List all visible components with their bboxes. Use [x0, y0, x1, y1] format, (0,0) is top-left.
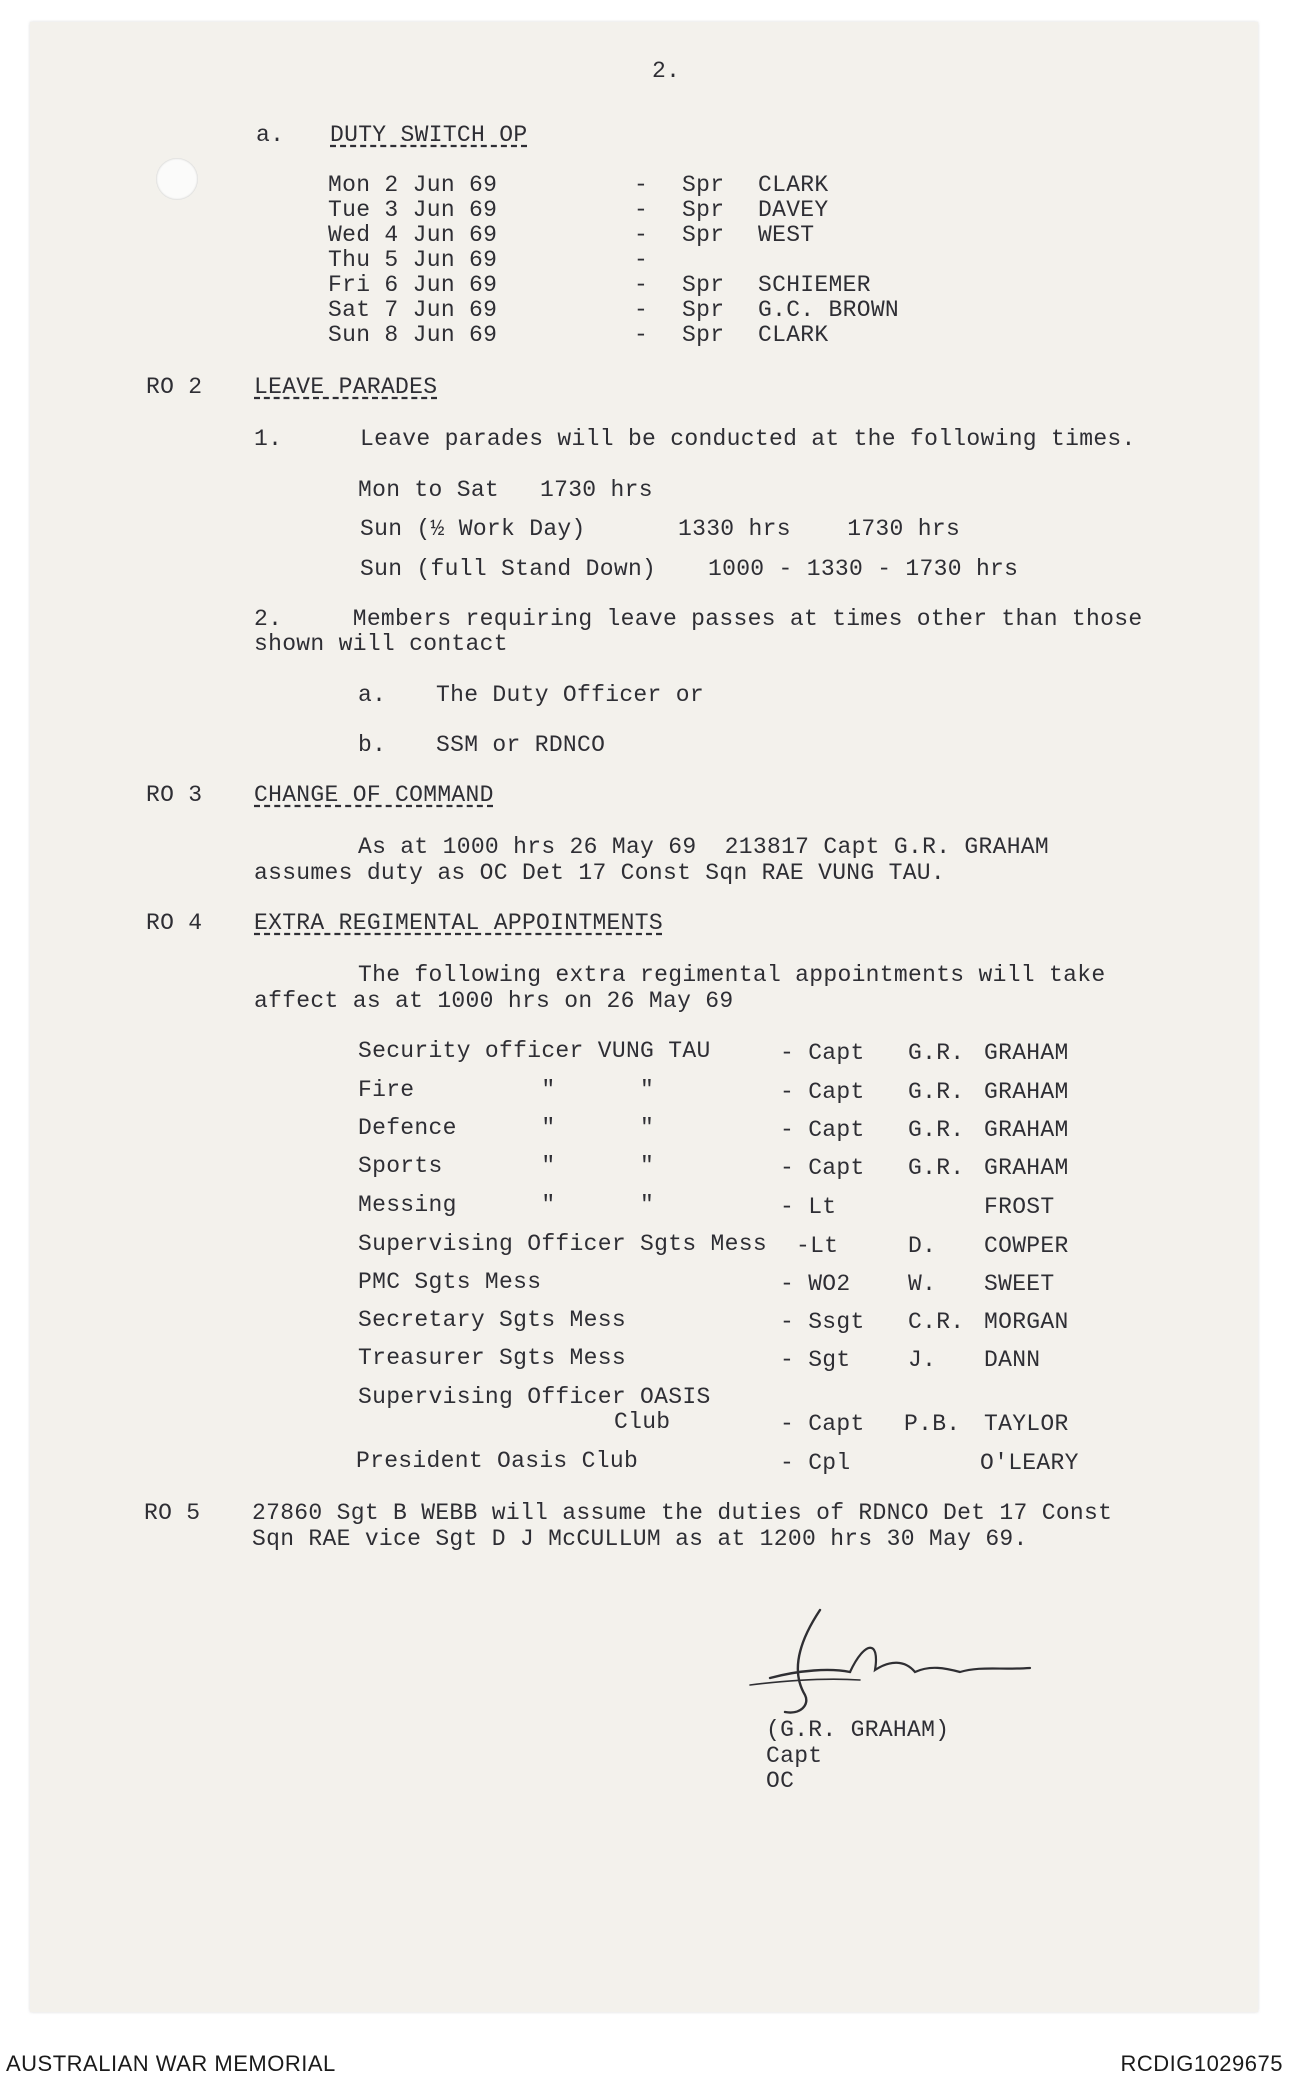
leave-time-label: Sun (full Stand Down): [360, 556, 657, 582]
signatory-name: (G.R. GRAHAM): [766, 1717, 950, 1743]
roster-name: SCHIEMER: [758, 272, 871, 298]
roster-rank: Spr: [682, 197, 725, 223]
ro2-para2-line1: 2. Members requiring leave passes at times other than those: [254, 606, 1143, 632]
roster-dash: -: [634, 172, 649, 198]
appointment-initials: J.: [908, 1347, 937, 1373]
appointment-role-continued: Club: [614, 1409, 671, 1435]
ro5-line2: Sqn RAE vice Sgt D J McCULLUM as at 1200 hrs 30 May 69.: [252, 1526, 1028, 1552]
appointment-role: Supervising Officer Sgts Mess: [358, 1231, 767, 1257]
ro2-para1-number: 1.: [254, 426, 283, 452]
roster-date: Mon 2 Jun 69: [328, 172, 498, 198]
appointment-name: GRAHAM: [984, 1155, 1069, 1181]
ro2-heading: LEAVE PARADES: [254, 374, 438, 400]
appointment-name: DANN: [984, 1347, 1041, 1373]
duty-switch-heading: DUTY SWITCH OP: [330, 122, 528, 148]
roster-name: CLARK: [758, 172, 829, 198]
appointment-rank: -Lt: [796, 1233, 839, 1259]
appointment-role: Treasurer Sgts Mess: [358, 1345, 626, 1371]
appointment-rank: - Sgt: [780, 1347, 851, 1373]
appointment-name: FROST: [984, 1194, 1055, 1220]
footer-id: RCDIG1029675: [1120, 2051, 1283, 2076]
punch-hole: [156, 158, 198, 200]
appointment-role: Defence " ": [358, 1115, 655, 1141]
roster-date: Wed 4 Jun 69: [328, 222, 498, 248]
ro4-intro-line2: affect as at 1000 hrs on 26 May 69: [254, 988, 734, 1014]
appointment-name: GRAHAM: [984, 1079, 1069, 1105]
appointment-initials: D.: [908, 1233, 937, 1259]
ro4-number: RO 4: [146, 910, 203, 936]
appointment-role: Security officer VUNG TAU: [358, 1038, 711, 1064]
roster-dash: -: [634, 322, 649, 348]
roster-name: CLARK: [758, 322, 829, 348]
roster-name: G.C. BROWN: [758, 297, 900, 323]
ro2-para1-text: Leave parades will be conducted at the following times.: [360, 426, 1136, 452]
appointment-name: COWPER: [984, 1233, 1069, 1259]
appointment-initials: C.R.: [908, 1309, 965, 1335]
appointment-role: Sports " ": [358, 1153, 655, 1179]
roster-name: WEST: [758, 222, 815, 248]
signatory-title: OC: [766, 1768, 795, 1794]
appointment-name: SWEET: [984, 1271, 1055, 1297]
ro3-heading: CHANGE OF COMMAND: [254, 782, 494, 808]
contact-text: The Duty Officer or: [436, 682, 704, 708]
ro4-intro-line1: The following extra regimental appointments will take: [358, 962, 1106, 988]
roster-date: Thu 5 Jun 69: [328, 247, 498, 273]
appointment-role: Secretary Sgts Mess: [358, 1307, 626, 1333]
ro5-line1: 27860 Sgt B WEBB will assume the duties of RDNCO Det 17 Const: [252, 1500, 1113, 1526]
contact-letter: a.: [358, 682, 387, 708]
appointment-rank: - WO2: [780, 1271, 851, 1297]
leave-time-label: Mon to Sat: [358, 477, 500, 503]
ro3-number: RO 3: [146, 782, 203, 808]
roster-rank: Spr: [682, 272, 725, 298]
appointment-initials: G.R.: [908, 1155, 965, 1181]
appointment-rank: - Capt: [780, 1117, 865, 1143]
page-number: 2.: [652, 58, 681, 84]
contact-letter: b.: [358, 732, 387, 758]
ro3-line1: As at 1000 hrs 26 May 69 213817 Capt G.R. GRAHAM: [358, 834, 1050, 860]
leave-time-values: 1330 hrs 1730 hrs: [678, 516, 961, 542]
appointment-name: O'LEARY: [980, 1450, 1079, 1476]
ro2-para2-line2: shown will contact: [254, 631, 508, 657]
appointment-rank: - Capt: [780, 1040, 865, 1066]
appointment-initials: G.R.: [908, 1079, 965, 1105]
appointment-rank: - Capt: [780, 1411, 865, 1437]
roster-rank: Spr: [682, 297, 725, 323]
roster-date: Tue 3 Jun 69: [328, 197, 498, 223]
roster-date: Sun 8 Jun 69: [328, 322, 498, 348]
roster-dash: -: [634, 197, 649, 223]
roster-rank: Spr: [682, 172, 725, 198]
contact-text: SSM or RDNCO: [436, 732, 606, 758]
leave-time-values: 1000 - 1330 - 1730 hrs: [708, 556, 1019, 582]
signatory-rank: Capt: [766, 1743, 823, 1769]
appointment-rank: - Capt: [780, 1155, 865, 1181]
roster-dash: -: [634, 247, 649, 273]
ro4-heading: EXTRA REGIMENTAL APPOINTMENTS: [254, 910, 663, 936]
appointment-name: TAYLOR: [984, 1411, 1069, 1437]
roster-date: Sat 7 Jun 69: [328, 297, 498, 323]
appointment-initials: G.R.: [908, 1117, 965, 1143]
appointment-initials: G.R.: [908, 1040, 965, 1066]
appointment-rank: - Lt: [780, 1194, 837, 1220]
ro5-number: RO 5: [144, 1500, 201, 1526]
ro3-line2: assumes duty as OC Det 17 Const Sqn RAE VUNG TAU.: [254, 860, 946, 886]
appointment-rank: - Cpl: [780, 1450, 851, 1476]
appointment-role: PMC Sgts Mess: [358, 1269, 542, 1295]
roster-dash: -: [634, 222, 649, 248]
appointment-rank: - Capt: [780, 1079, 865, 1105]
leave-time-label: Sun (½ Work Day): [360, 516, 586, 542]
roster-rank: Spr: [682, 322, 725, 348]
appointment-name: GRAHAM: [984, 1040, 1069, 1066]
roster-name: DAVEY: [758, 197, 829, 223]
ro2-number: RO 2: [146, 374, 203, 400]
appointment-role: Supervising Officer OASIS: [358, 1384, 711, 1410]
roster-dash: -: [634, 272, 649, 298]
roster-date: Fri 6 Jun 69: [328, 272, 498, 298]
appointment-name: MORGAN: [984, 1309, 1069, 1335]
appointment-role: Messing " ": [358, 1192, 655, 1218]
appointment-role: Fire " ": [358, 1077, 655, 1103]
appointment-role: President Oasis Club: [356, 1448, 639, 1474]
leave-time-values: 1730 hrs: [540, 477, 653, 503]
appointment-initials: W.: [908, 1271, 937, 1297]
handwritten-signature: [730, 1600, 1060, 1730]
section-a-letter: a.: [256, 122, 285, 148]
roster-dash: -: [634, 297, 649, 323]
appointment-initials: P.B.: [904, 1411, 961, 1437]
appointment-rank: - Ssgt: [780, 1309, 865, 1335]
footer-source: AUSTRALIAN WAR MEMORIAL: [6, 2051, 336, 2076]
roster-rank: Spr: [682, 222, 725, 248]
appointment-name: GRAHAM: [984, 1117, 1069, 1143]
